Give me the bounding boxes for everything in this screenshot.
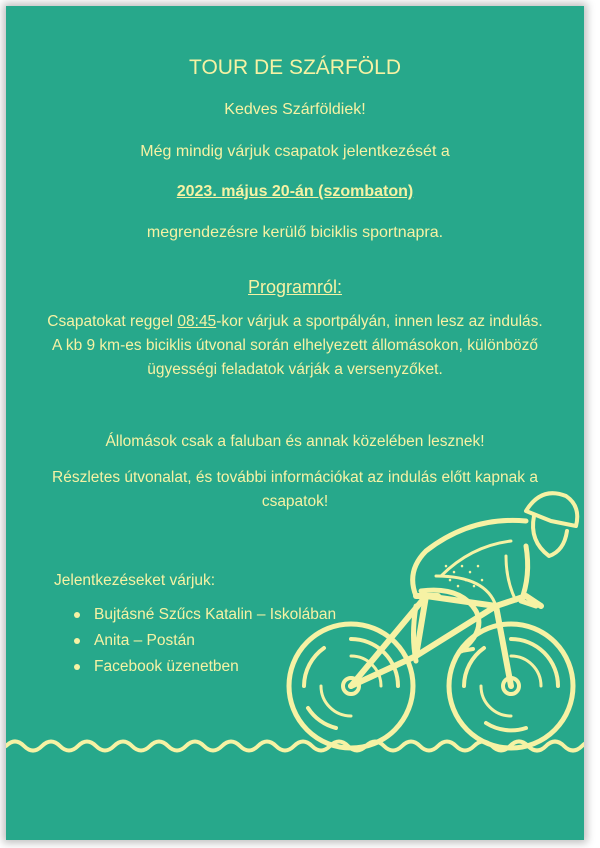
greeting: Kedves Szárföldiek! — [224, 101, 366, 118]
program-paragraph-1 — [46, 310, 544, 382]
event-date: 2023. május 20-án (szombaton) — [176, 183, 414, 200]
program-paragraph-2: Állomások csak a faluban és annak közelében lesznek! — [105, 433, 485, 450]
poster-title: TOUR DE SZÁRFÖLD — [189, 56, 401, 79]
program-text-start: Csapatokat reggel — [47, 313, 178, 330]
intro-end-text: megrendezésre kerülő biciklis sportnapra. — [146, 224, 444, 241]
event-poster — [6, 6, 584, 840]
program-text-rest: -kor várjuk a sportpályán, innen lesz az indulás. A kb 9 km-es biciklis útvonal során elhelyezett állomásokon, különböző ügyességi feladatok várják a versenyzőket. — [52, 313, 543, 378]
program-heading: Programról: — [247, 277, 343, 297]
intro-text: Még mindig várjuk csapatok jelentkezését a — [140, 143, 450, 160]
signup-label: Jelentkezéseket várjuk: — [54, 572, 216, 589]
list-item: Anita – Postán — [74, 628, 336, 654]
cyclist-illustration — [6, 6, 584, 840]
signup-list — [74, 602, 336, 680]
program-paragraph-3: Részletes útvonalat, és további információkat az indulás előtt kapnak a csapatok! — [52, 469, 538, 510]
list-item: Facebook üzenetben — [74, 654, 336, 680]
start-time: 08:45 — [177, 313, 217, 330]
list-item: Bujtásné Szűcs Katalin – Iskolában — [74, 602, 336, 628]
rider — [413, 493, 578, 661]
